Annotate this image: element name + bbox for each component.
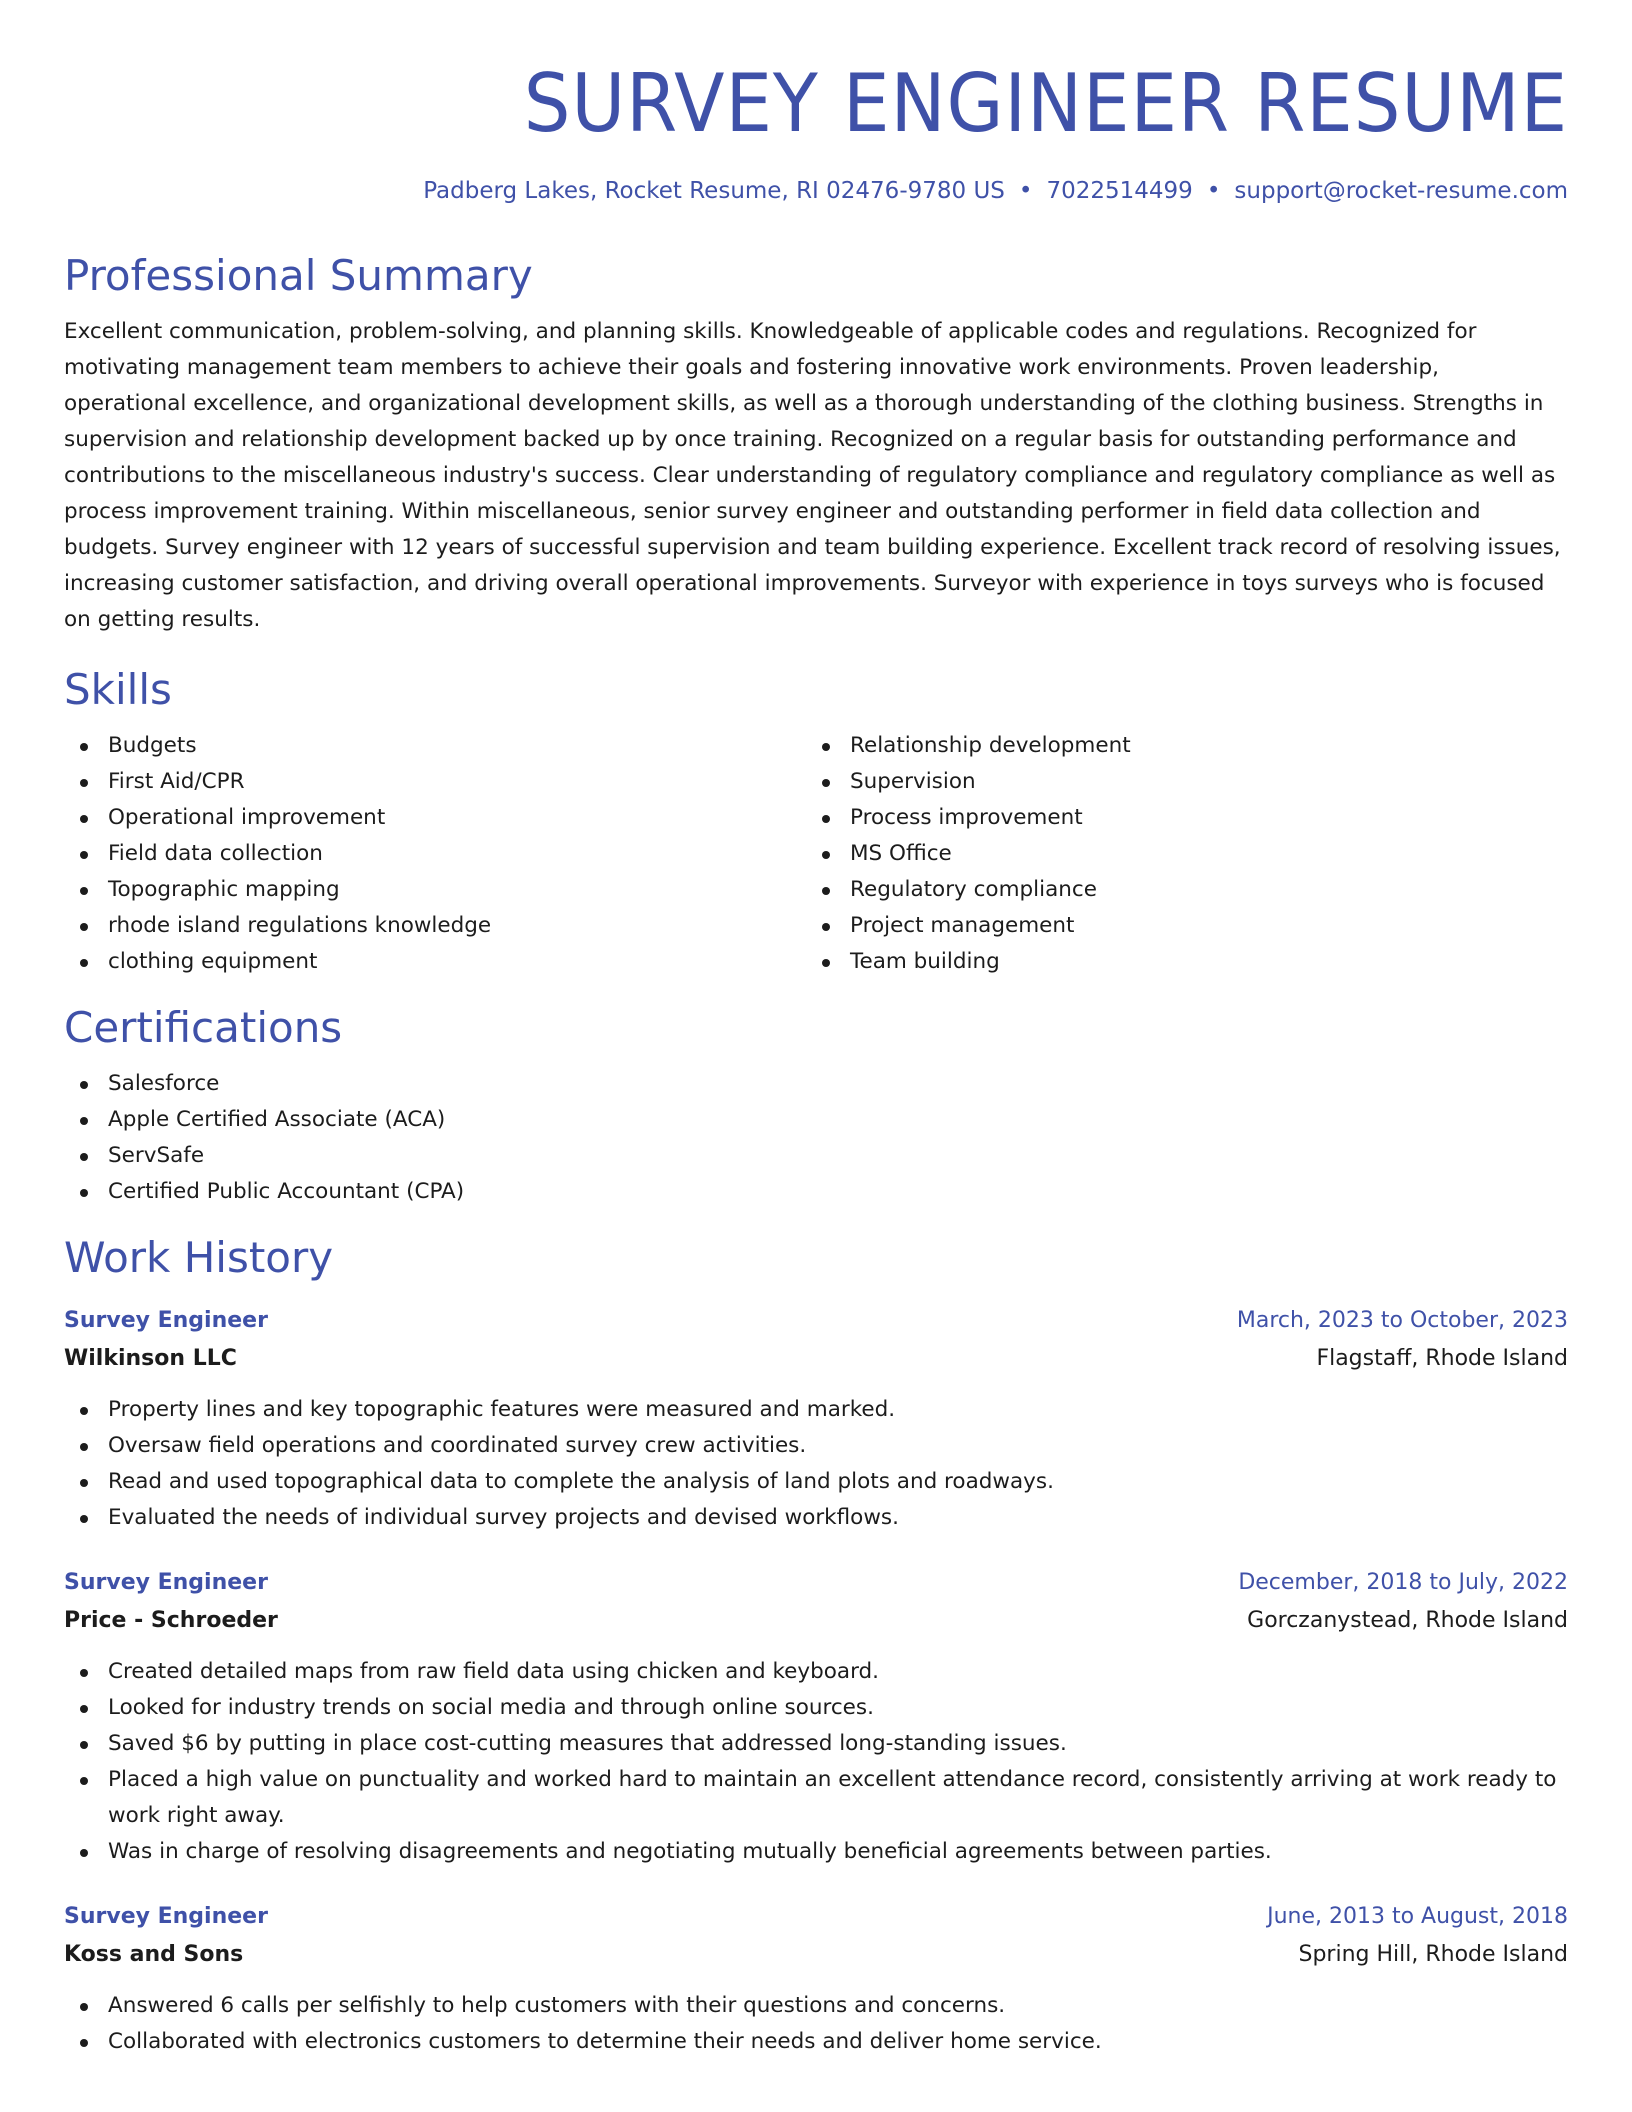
job-title: Survey Engineer: [64, 1308, 268, 1333]
job-dates: December, 2018 to July, 2022: [1238, 1570, 1568, 1595]
job-bullet: Created detailed maps from raw field data using chicken and keyboard.: [64, 1654, 1568, 1690]
job-bullet: Was in charge of resolving disagreements and negotiating mutually beneficial agreements between parties.: [64, 1834, 1568, 1870]
resume-title: SURVEY ENGINEER RESUME: [523, 57, 1568, 150]
job-bullet: Saved $6 by putting in place cost-cutting measures that addressed long-standing issues.: [64, 1726, 1568, 1762]
job-bullet: Evaluated the needs of individual survey projects and devised workflows.: [64, 1500, 1568, 1536]
job-dates: March, 2023 to October, 2023: [1236, 1308, 1568, 1333]
job-bullet: Oversaw field operations and coordinated survey crew activities.: [64, 1428, 1568, 1464]
job-entry: [64, 1898, 1568, 2060]
job-company: Koss and Sons: [64, 1942, 244, 1967]
job-bullets: [64, 1988, 1568, 2060]
contact-line: [64, 174, 1568, 208]
skill-item: Operational improvement: [64, 800, 806, 836]
skill-item: Topographic mapping: [64, 872, 806, 908]
skill-item: clothing equipment: [64, 944, 806, 980]
job-bullet: Looked for industry trends on social media and through online sources.: [64, 1690, 1568, 1726]
job-bullets: [64, 1654, 1568, 1870]
job-company-row: [64, 1602, 1568, 1640]
skill-item: First Aid/CPR: [64, 764, 806, 800]
job-dates: June, 2013 to August, 2018: [1267, 1904, 1568, 1929]
job-bullets: [64, 1392, 1568, 1536]
contact-email[interactable]: support@rocket-resume.com: [1234, 178, 1568, 204]
job-bullet: Answered 6 calls per selfishly to help customers with their questions and concerns.: [64, 1988, 1568, 2024]
summary-heading: Professional Summary: [64, 251, 533, 300]
summary-text: Excellent communication, problem-solving, and planning skills. Knowledgeable of applicable codes and regulations. Recognized for motivating management team members to achieve their goals and fostering innovative work environments. Proven leadership, operational excellence, and organizational development skills, as well as a thorough understanding of the clothing business. Strengths in supervision and relationship development backed up by once training. Recognized on a regular basis for outstanding performance and contributions to the miscellaneous industry's success. Clear understanding of regulatory compliance and regulatory compliance as well as process improvement training. Within miscellaneous, senior survey engineer and outstanding performer in field data collection and budgets. Survey engineer with 12 years of successful supervision and team building experience. Excellent track record of resolving issues, increasing customer satisfaction, and driving overall operational improvements. Surveyor with experience in toys surveys who is focused on getting results.: [64, 319, 1561, 632]
certifications-heading: Certifications: [64, 1003, 343, 1052]
skill-item: Relationship development: [806, 728, 1548, 764]
skill-item: Regulatory compliance: [806, 872, 1548, 908]
job-company-row: [64, 1340, 1568, 1378]
skill-item: Process improvement: [806, 800, 1548, 836]
skill-item: Team building: [806, 944, 1548, 980]
job-header-row: [64, 1898, 1568, 1936]
job-company: Wilkinson LLC: [64, 1346, 237, 1371]
job-entry: [64, 1302, 1568, 1536]
job-location: Gorczanystead, Rhode Island: [1247, 1608, 1568, 1633]
contact-phone: 7022514499: [1046, 178, 1193, 204]
certification-item: Salesforce: [64, 1066, 1568, 1102]
certification-item: ServSafe: [64, 1138, 1568, 1174]
skill-item: Supervision: [806, 764, 1548, 800]
contact-address: Padberg Lakes, Rocket Resume, RI 02476-9780 US: [423, 178, 1005, 204]
certification-item: Apple Certified Associate (ACA): [64, 1102, 1568, 1138]
skills-list-right: [806, 728, 1548, 980]
job-company: Price - Schroeder: [64, 1608, 278, 1633]
skills-list-left: [64, 728, 806, 980]
contact-separator: •: [1206, 178, 1221, 204]
job-bullet: Property lines and key topographic features were measured and marked.: [64, 1392, 1568, 1428]
work-history-heading: Work History: [64, 1233, 334, 1282]
resume-page: [64, 56, 1568, 2060]
skills-heading: Skills: [64, 665, 172, 714]
job-location: Spring Hill, Rhode Island: [1298, 1942, 1568, 1967]
contact-separator: •: [1018, 178, 1033, 204]
skill-item: MS Office: [806, 836, 1548, 872]
job-location: Flagstaff, Rhode Island: [1316, 1346, 1568, 1371]
job-title: Survey Engineer: [64, 1904, 268, 1929]
certification-item: Certified Public Accountant (CPA): [64, 1174, 1568, 1210]
job-entry: [64, 1564, 1568, 1870]
job-header-row: [64, 1302, 1568, 1340]
skill-item: Field data collection: [64, 836, 806, 872]
certifications-list: [64, 1066, 1568, 1210]
job-bullet: Read and used topographical data to complete the analysis of land plots and roadways.: [64, 1464, 1568, 1500]
job-title: Survey Engineer: [64, 1570, 268, 1595]
skill-item: rhode island regulations knowledge: [64, 908, 806, 944]
job-bullet: Collaborated with electronics customers to determine their needs and deliver home service.: [64, 2024, 1568, 2060]
skill-item: Budgets: [64, 728, 806, 764]
job-company-row: [64, 1936, 1568, 1974]
skill-item: Project management: [806, 908, 1548, 944]
job-bullet: Placed a high value on punctuality and worked hard to maintain an excellent attendance record, consistently arriving at work ready to work right away.: [64, 1762, 1568, 1834]
skills-grid: [64, 728, 1568, 980]
job-header-row: [64, 1564, 1568, 1602]
